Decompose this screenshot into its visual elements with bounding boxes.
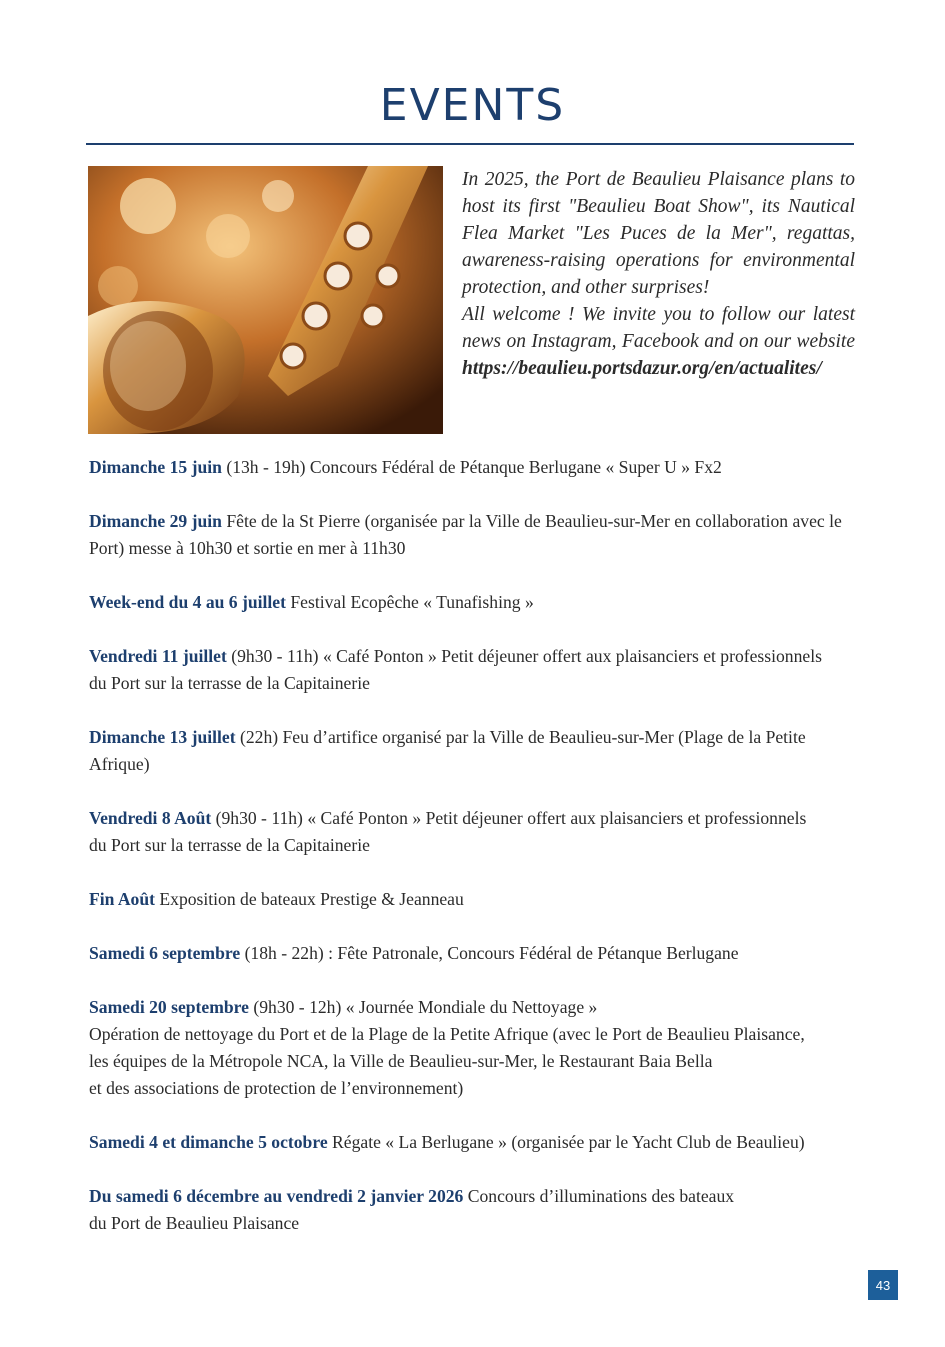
event-date: Vendredi 8 Août	[89, 808, 212, 828]
event-date: Vendredi 11 juillet	[89, 646, 227, 666]
page-number: 43	[868, 1270, 898, 1300]
event-item	[89, 805, 859, 859]
event-date: Samedi 20 septembre	[89, 997, 249, 1017]
event-description: (9h30 - 11h) « Café Ponton » Petit déjeuner offert aux plaisanciers et professionnels	[226, 646, 822, 666]
event-line	[89, 1183, 859, 1210]
event-description: Concours d’illuminations des bateaux	[463, 1186, 735, 1206]
event-description: (9h30 - 11h) « Café Ponton » Petit déjeuner offert aux plaisanciers et professionnels	[211, 808, 807, 828]
event-date: Dimanche 29 juin	[89, 511, 222, 531]
event-date: Dimanche 13 juillet	[89, 727, 236, 747]
event-date: Du samedi 6 décembre au vendredi 2 janvier 2026	[89, 1186, 464, 1206]
event-date: Fin Août	[89, 889, 155, 909]
event-item	[89, 994, 859, 1102]
event-description: Fête de la St Pierre (organisée par la Ville de Beaulieu-sur-Mer en collaboration avec le Port) messe à 10h30 et sortie en mer à 11h30	[89, 511, 842, 558]
event-description-continued: Afrique)	[89, 754, 150, 774]
intro-paragraph: In 2025, the Port de Beaulieu Plaisance plans to host its first "Beaulieu Boat Show", its Nautical Flea Market "Les Puces de la Mer", regattas, awareness-raising operations for environmental protection, and other surprises!	[462, 169, 855, 298]
event-item	[89, 724, 859, 778]
event-line	[89, 454, 859, 481]
event-item	[89, 643, 859, 697]
event-description-continued: les équipes de la Métropole NCA, la Ville de Beaulieu-sur-Mer, le Restaurant Baia Bella	[89, 1051, 713, 1071]
event-date: Dimanche 15 juin	[89, 457, 222, 477]
page-title: EVENTS	[379, 80, 566, 131]
event-description: Régate « La Berlugane » (organisée par le Yacht Club de Beaulieu)	[327, 1132, 805, 1152]
event-description: (13h - 19h) Concours Fédéral de Pétanque Berlugane « Super U » Fx2	[221, 457, 722, 477]
event-item	[89, 1183, 859, 1237]
event-item	[89, 886, 859, 913]
event-description: (18h - 22h) : Fête Patronale, Concours Fédéral de Pétanque Berlugane	[240, 943, 739, 963]
event-item	[89, 589, 859, 616]
event-description: Festival Ecopêche « Tunafishing »	[285, 592, 534, 612]
saxophone-photo	[88, 166, 443, 434]
events-list	[89, 454, 859, 1264]
event-date: Samedi 4 et dimanche 5 octobre	[89, 1132, 328, 1152]
event-line	[89, 508, 859, 562]
event-description-continued: Opération de nettoyage du Port et de la Plage de la Petite Afrique (avec le Port de Beaulieu Plaisance,	[89, 1024, 805, 1044]
event-description: (9h30 - 12h) « Journée Mondiale du Nettoyage »	[248, 997, 598, 1017]
event-description: (22h) Feu d’artifice organisé par la Ville de Beaulieu-sur-Mer (Plage de la Petite	[235, 727, 806, 747]
event-line	[89, 886, 859, 913]
event-description-continued: du Port sur la terrasse de la Capitainerie	[89, 835, 370, 855]
event-line	[89, 805, 859, 832]
event-description: Exposition de bateaux Prestige & Jeanneau	[155, 889, 464, 909]
intro-follow-text: All welcome ! We invite you to follow our latest news on Instagram, Facebook and on our website	[462, 304, 855, 352]
event-date: Samedi 6 septembre	[89, 943, 241, 963]
event-description-continued: et des associations de protection de l’environnement)	[89, 1078, 464, 1098]
event-line	[89, 589, 859, 616]
event-item	[89, 454, 859, 481]
intro-text	[462, 166, 855, 382]
event-date: Week-end du 4 au 6 juillet	[89, 592, 286, 612]
event-line	[89, 940, 859, 967]
event-line	[89, 724, 859, 751]
event-item	[89, 940, 859, 967]
event-line	[89, 1129, 859, 1156]
event-item	[89, 508, 859, 562]
event-line	[89, 994, 859, 1021]
event-line	[89, 643, 859, 670]
event-description-continued: du Port sur la terrasse de la Capitainerie	[89, 673, 370, 693]
website-link[interactable]: https://beaulieu.portsdazur.org/en/actualites/	[462, 358, 822, 379]
title-divider	[86, 143, 854, 145]
event-item	[89, 1129, 859, 1156]
event-description-continued: du Port de Beaulieu Plaisance	[89, 1213, 300, 1233]
